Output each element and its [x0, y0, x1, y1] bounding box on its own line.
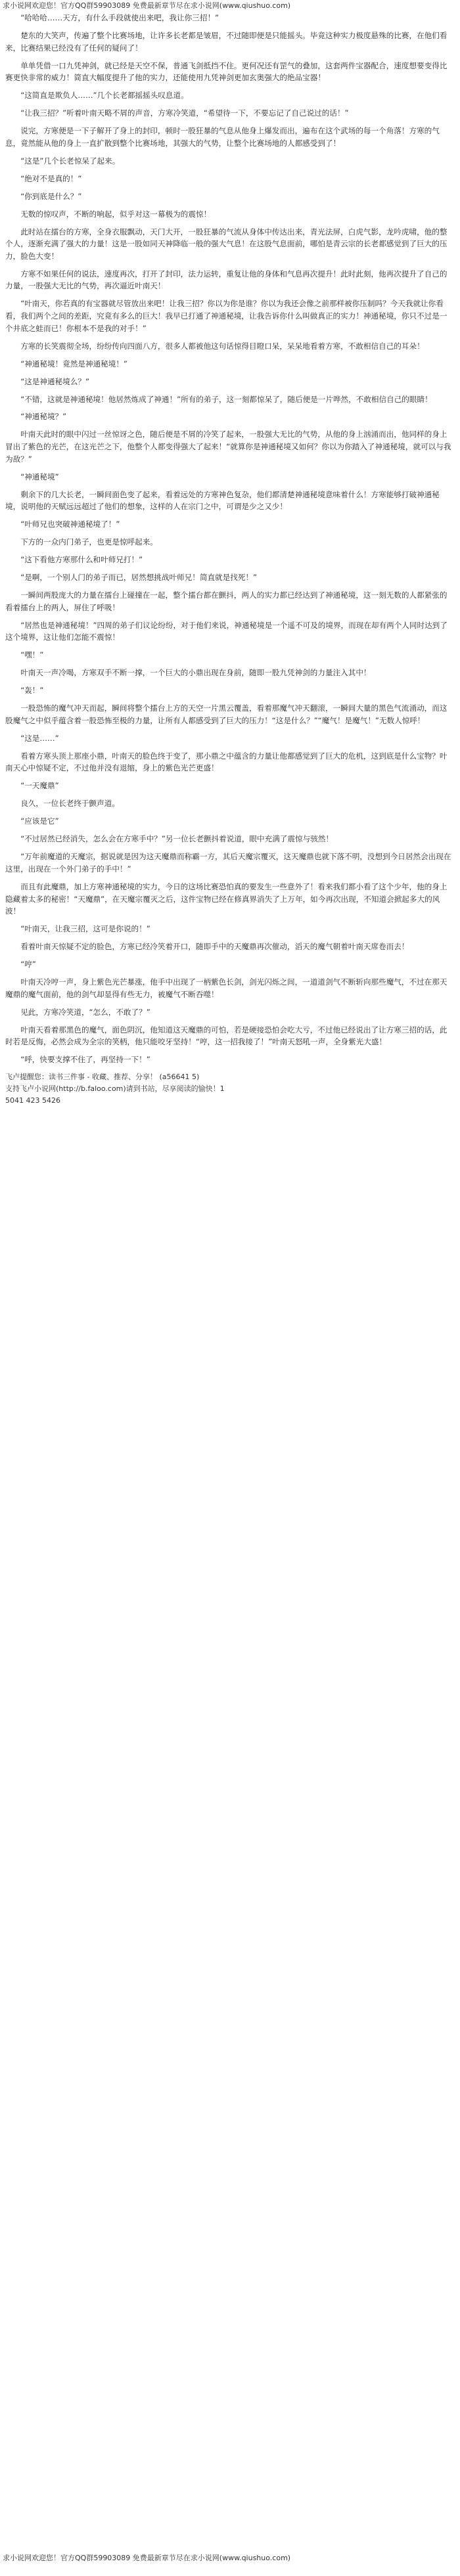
story-paragraph: 而且有此魔鼎，加上方寒神通秘境的实力，今日的这场比赛恐怕真的要发生一些意外了！看来我们都小看了这个少年，他的身上隐藏着太多的秘密！“天魔鼎”，在天魔宗覆灭之后，这件宝物已经在修真界消失了上万年，如今再次出现，不知道会掀起多大的风波！ — [5, 881, 448, 916]
story-paragraph: 下方的一众内门弟子，也更是惊呼起来。 — [20, 537, 158, 547]
story-paragraph: “哼” — [20, 960, 36, 969]
code-line: 5041 423 5426 — [5, 1096, 60, 1105]
story-paragraph: “神通秘境” — [20, 472, 59, 481]
story-paragraph: 无数的惊叹声，不断的响起，似乎对这一幕极为的震惊！ — [20, 209, 212, 219]
story-paragraph: 叶南天一声冷喝，方寒双手不断一撑，一个巨大的小鼎出现在身前，随即一股九凭神剑的力量注入其中！ — [20, 668, 371, 678]
story-paragraph: “这是”几个长老惊呆了起来。 — [20, 156, 120, 166]
story-paragraph: 说完，方寒便是一下子解开了身上的封印，顿时一股狂暴的气息从他身上爆发而出，遍布在这个武场的每一个角落！方寒的气息，竟然能从他的身上一直扩散到整个比赛场地，其强大的气势，让整个比赛场地的人都感受到了！ — [5, 126, 440, 148]
story-text — [0, 12, 460, 1066]
story-paragraph: 一瞬间两股庞大的力量在擂台上碰撞在一起，整个擂台都在颤抖，两人的实力都已经达到了神通秘境，这一刻无数的人都紧张的看着擂台上的两人，屏住了呼吸！ — [5, 590, 448, 612]
story-paragraph: 楚东的大笑声，传遍了整个比赛场地，让许多长老都是皱眉，不过随即便是只能摇头。毕竟这种实力极度悬殊的比赛，在他们看来，比赛结果已经没有了任何的疑问了！ — [5, 30, 448, 53]
story-paragraph: 叶南天冷哼一声，身上紫色光芒暴涨，他手中出现了一柄紫色长剑，剑光闪烁之间，一道道剑气不断斩向那些魔气，不过在那天魔鼎的魔气面前，他的剑气却显得有些无力，被魔气不断吞噬！ — [5, 977, 448, 999]
story-paragraph: “轰！” — [20, 686, 44, 696]
story-paragraph: “不过居然已经消失，怎么会在方寒手中？”另一位长老颤抖着说道，眼中充满了震惊与骇然！ — [20, 834, 333, 844]
story-paragraph: “叶南天，你若真的有宝器就尽管放出来吧！让我三招？你以为你是谁？你以为我还会像之前那样被你压制吗？今天我就让你看看，我们两个之间的差距，究竟有多么的巨大！我早已打通了神通秘境，让我告诉你什么叫做真正的实力！神通秘境，你只不过是一个井底之蛙而已！你根本不是我的对手！” — [5, 299, 448, 333]
story-paragraph: “呼，快要支撑不住了，再坚持一下！” — [20, 1055, 150, 1065]
chapter-end-note: 飞卢提醒您：读书三件事 - 收藏、推荐、分享！ (a56641 5) — [5, 1073, 200, 1082]
story-paragraph: 良久，一位长老终于颤声道。 — [20, 799, 120, 809]
story-paragraph: “你到底是什么？” — [20, 191, 82, 201]
story-paragraph: “绝对不是真的！” — [20, 173, 82, 183]
story-paragraph: 叶南天此时的眼中闪过一丝惊讶之色，随后便是不屑的冷笑了起来，一股强大无比的气势，从他的身上汹涌而出，他同样的身上冒出了紫色的光芒，在这光芒之下，他整个人都变得强大了起来！“就算你是神通秘境又如何？你以为你踏入了神通秘境，就可以与我为敌？” — [5, 430, 451, 464]
story-paragraph: “一天魔鼎” — [20, 781, 59, 791]
story-paragraph: “这下看他方寒那什么和叶师兄打！” — [20, 555, 143, 565]
story-paragraph: “嘿！” — [20, 650, 44, 660]
support-link-line[interactable]: 支持飞卢小说网(http://b.faloo.com)请到书站，尽享阅读的愉快！1 — [5, 1084, 225, 1094]
site-footer-text: 求小说网欢迎您！官方QQ群59903089 免费最新章节尽在求小说网(www.qiushuo.com) — [3, 2554, 291, 2562]
site-header: 求小说网欢迎您！官方QQ群59903089 免费最新章节尽在求小说网(www.qiushuo.com) — [3, 1, 291, 10]
story-paragraph: “居然也是神通秘境！”四周的弟子们议论纷纷，对于他们来说，神通秘境是一个遥不可及的境界，而现在却有两个人同时达到了这个境界，这让他们怎能不震惊！ — [5, 620, 448, 642]
story-paragraph: 单单凭借一口九凭神剑，就已经是天空不保，普通飞剑抵挡不住。更何况还有罡气的叠加，这套两件宝器配合，速度想要变得比赛更快非常的威力！简直大幅度提升了他的实力，还能使用九凭神剑更加玄奥强大的绝品宝器！ — [5, 60, 448, 83]
site-footer — [0, 2552, 460, 2576]
story-paragraph: “这是神通秘境么？” — [20, 376, 89, 386]
story-paragraph: 一股恐怖的魔气冲天而起，瞬间将整个擂台上方的天空一片黑云覆盖，看着那魔气冲天翻滚，一瞬间大量的黑色气流涌动，而这股魔气之中似乎蕴含着一股恐怖至极的力量，让所有人都感受到了巨大的压力！“这是什么？”“魔气！是魔气！”无数人惊呼！ — [5, 703, 448, 725]
story-paragraph: 此时站在擂台的方寒，全身衣服飘动，天门大开，一股狂暴的气流从身体中传达出来，青光法屏，白虎气影，龙吟虎啸，他的整个人，逐渐充满了强大的力量！这是一股如同天神降临一般的强大气息！在这股气息面前，哪怕是青云宗的长老都感觉到了巨大的压力，脸色大变！ — [5, 227, 448, 261]
story-paragraph: “是啊，一个别人门的弟子而已，居然想挑战叶师兄！简直就是找死！” — [20, 573, 258, 583]
story-paragraph: 叶南天看着那黑色的魔气，面色阴沉，他知道这天魔鼎的可怕，若是硬接恐怕会吃大亏，不过他已经说出了让方寒三招的话，此时若是反悔，必然会成为全宗的笑柄，他只能咬牙坚持！“哼，这一招我接了！”叶南天怒吼一声，全身紫光大盛！ — [5, 1025, 448, 1047]
story-paragraph: 看着方寒头顶上那座小鼎，叶南天的脸色终于变了，那小鼎之中蕴含的力量让他都感觉到了巨大的危机，这到底是什么宝物？叶南天心中惊疑不定，不过他并没有退缩，身上的紫色光芒更盛！ — [5, 751, 448, 773]
story-paragraph: “这是……” — [20, 733, 59, 743]
story-paragraph: “万年前魔道的天魔宗，据说就是因为这天魔鼎而称霸一方，其后天魔宗覆灭，这天魔鼎也就下落不明，没想到今日居然会出现在这里，出现在一个外门弟子的手中！” — [5, 852, 451, 874]
story-paragraph: 见此，方寒冷笑道，“怎么，不敢了？” — [20, 1007, 150, 1017]
story-paragraph: “叶南天，让我三招，这可是你说的！” — [20, 924, 150, 934]
story-paragraph: “不错，这就是神通秘境！他居然炼成了神通！”所有的弟子，这一刻都惊呆了，随后便是一片哗然，不敢相信自己的眼睛！ — [20, 394, 432, 404]
story-paragraph: “神通秘境？” — [20, 412, 67, 422]
story-paragraph: “应该是它” — [20, 816, 59, 826]
story-paragraph: 剩余下的几大长老，一瞬间面色变了起来，看着远处的方寒神色复杂，他们都清楚神通秘境意味着什么！方寒能够打破神通秘境，说明他的天赋远远超过了他们的想象，这样的人在宗门之中，可谓是少之又少！ — [5, 489, 440, 512]
story-paragraph: 方寒的长笑震彻全场，纷纷传向四面八方，很多人都被他这句话惊得目瞪口呆，呆呆地看着方寒，不敢相信自己的耳朵！ — [20, 341, 425, 351]
story-paragraph: “叶师兄也突破神通秘境了！” — [20, 520, 120, 529]
story-paragraph: “哈哈哈……天方，有什么手段就使出来吧，我让你三招！” — [20, 13, 219, 22]
story-paragraph: “让我三招？”听着叶南天略不屑的声音，方寒冷笑道，“希望待一下，不要忘记了自己说过的话！” — [20, 108, 349, 118]
story-paragraph: “这简直是欺负人……”几个长老都摇摇头叹息道。 — [20, 91, 189, 100]
story-paragraph: “神通秘境！竟然是神通秘境！” — [20, 359, 127, 368]
story-paragraph: 看着叶南天惊疑不定的脸色，方寒已经冷笑着开口，随即手中的天魔鼎再次催动，滔天的魔气朝着叶南天席卷而去！ — [20, 942, 409, 952]
story-paragraph: 方寒不如果任何的说法，速度再次，打开了封印，法力运转，重复让他的身体和气息再次提升！此时此刻，他再次提升了自己的力量，一股强大无比的气势，再次逼近叶南天！ — [5, 269, 448, 291]
